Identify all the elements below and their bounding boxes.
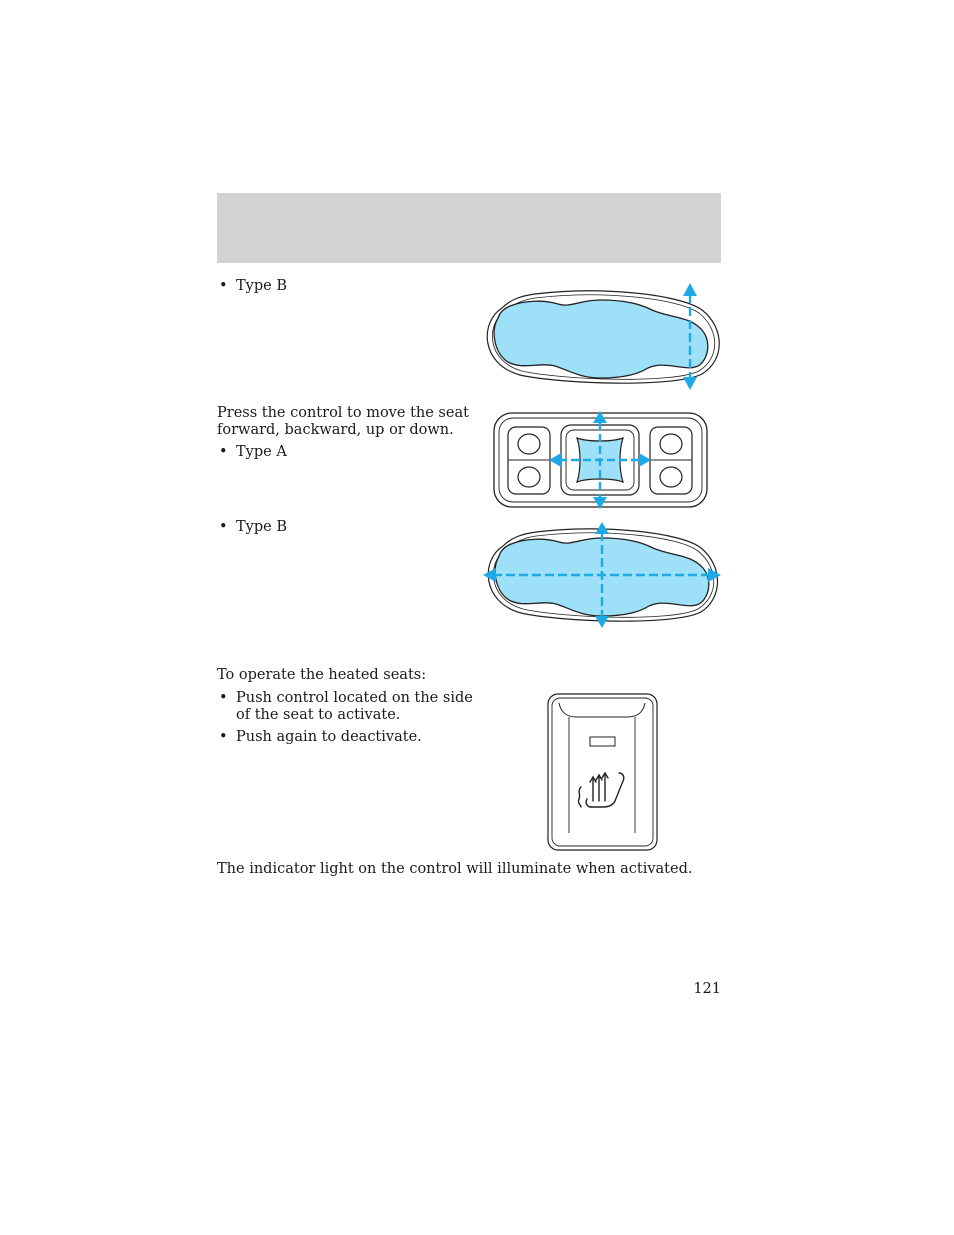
seat-move-instructions-line1: Press the control to move the seat [217,405,469,421]
indicator-light-note: The indicator light on the control will illuminate when activated. [217,861,693,877]
page-number: 121 [693,981,721,997]
arrow-down [683,377,697,390]
header-band [217,193,721,263]
arrow-down [595,616,609,628]
arrow-up [683,283,697,296]
type-b-recline-control-diagram [480,280,725,395]
type-a-seat-control-diagram [493,408,709,512]
indicator-light [590,737,615,746]
arrow-up [595,522,609,534]
seat-move-instructions-line2: forward, backward, up or down. [217,422,454,438]
heated-seats-intro: To operate the heated seats: [217,667,427,683]
type-b-seat-control-diagram [481,520,723,632]
heated-seat-switch-diagram [547,693,659,853]
